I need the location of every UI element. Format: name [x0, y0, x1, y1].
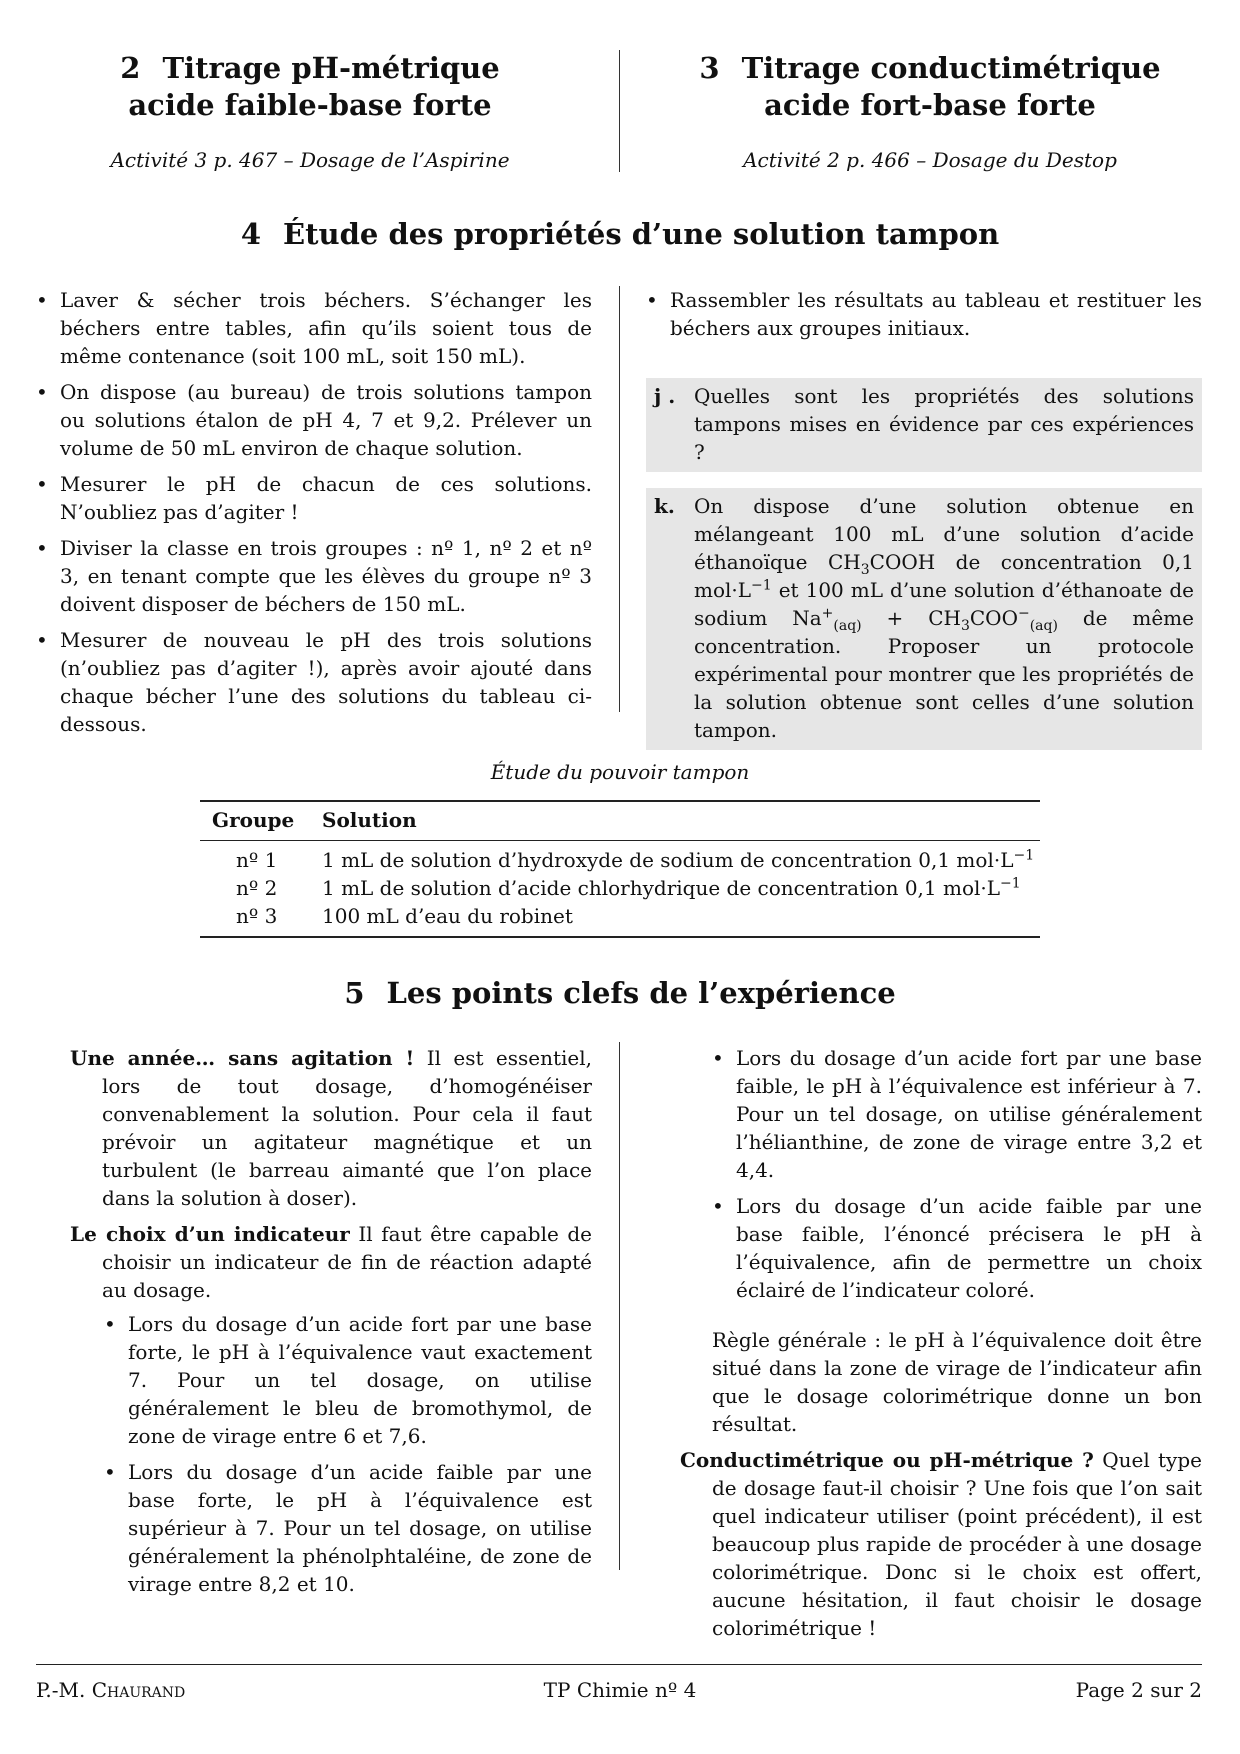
section-2-number: 2 — [120, 51, 141, 85]
s4-bullet-2: • On dispose (au bureau) de trois solutions tampon ou solutions étalon de pH 4, 7 et 9,2. Prélever un volume de 50 mL environ de chaque solution. — [36, 378, 592, 462]
question-j — [646, 378, 1202, 472]
s4-bullet-4: • Diviser la classe en trois groupes : nº 1, nº 2 et nº 3, en tenant compte que les élèves du groupe nº 3 doivent disposer de béchers de 150 mL. — [36, 534, 592, 618]
conductimetric-term: Conductimétrique ou pH-métrique ? — [680, 1448, 1094, 1472]
section-4-title — [40, 216, 1200, 253]
section-2-title — [40, 50, 580, 124]
section-3-activity: Activité 2 p. 466 – Dosage du Destop — [743, 148, 1117, 172]
agitation-term: Une année… sans agitation ! — [70, 1046, 415, 1070]
definition-conductimetric — [680, 1446, 1202, 1642]
indicator-text: Il faut être capable de choisir un indicateur de fin de réaction adapté au dosage. — [102, 1222, 593, 1302]
section-3-title — [660, 50, 1200, 124]
s4-right-bullet: • Rassembler les résultats au tableau et restituer les béchers aux groupes initiaux. — [646, 286, 1202, 342]
table-mid-rule — [200, 840, 1040, 841]
question-j-text: Quelles sont les propriétés des solutions tampons mises en évidence par ces expériences ? — [694, 384, 1194, 464]
footer-rule — [36, 1664, 1202, 1665]
section-4-left-column — [36, 286, 592, 746]
definition-agitation — [70, 1044, 592, 1212]
indicator-bullet-3: • Lors du dosage d’un acide fort par une base faible, le pH à l’équivalence est inférieur à 7. Pour un tel dosage, on utilise généralement l’hélianthine, de zone de virage entre 3,2 et 4,4. — [712, 1044, 1202, 1184]
question-k-text: On dispose d’une solution obtenue en mélangeant 100 mL d’une solution d’acide éthanoïque $CH_3COOH$ de concentration 0,1 $mol\cdot L^{-1}$ et 100 mL d’une solution d’éthanoate de sodium $Na^+_{(aq)} + CH_3COO^-_{(aq)}$ de même concentration. Proposer un protocole expérimental pour montrer que les propriétés de la solution obtenue sont celles d’une solution tampon. — [694, 494, 1194, 742]
section-4-number: 4 — [240, 217, 262, 251]
section-2-title-line1: Titrage pH-métrique — [162, 51, 500, 85]
table-row — [200, 874, 1040, 902]
table-top-rule — [200, 800, 1040, 802]
question-k-label: k. — [654, 494, 675, 518]
s4-bullet-5: • Mesurer de nouveau le pH des trois solutions (n’oubliez pas d’agiter !), après avoir ajouté dans chaque bécher l’une des solutions du tableau ci-dessous. — [36, 626, 592, 738]
table-row — [200, 846, 1040, 874]
section-4-title-text: Étude des propriétés d’une solution tampon — [283, 217, 1000, 251]
section-3-number: 3 — [699, 51, 720, 85]
table-caption: Étude du pouvoir tampon — [490, 760, 750, 784]
question-k — [646, 488, 1202, 750]
table-header-solution: Solution — [322, 808, 417, 832]
conductimetric-text: Quel type de dosage faut-il choisir ? Une fois que l’on sait quel indicateur utiliser (point précédent), il est beaucoup plus rapide de procéder à une dosage colorimétrique. Donc si le choix est offert, aucune hésitation, il faut choisir le dosage colorimétrique ! — [712, 1448, 1202, 1640]
table-cell-group: nº 1 — [236, 848, 278, 872]
table-cell-solution: 1 mL de solution d’acide chlorhydrique de concentration 0,1 $mol\cdot L^{-1}$ — [322, 875, 1021, 900]
section-3-title-line1: Titrage conductimétrique — [741, 51, 1161, 85]
agitation-text: Il est essentiel, lors de tout dosage, d’homogénéiser convenablement la solution. Pour cela il faut prévoir un agitateur magnétique et un turbulent (le barreau aimanté que l’on place dans la solution à doser). — [102, 1046, 592, 1210]
section-5-number: 5 — [344, 976, 365, 1010]
table-cell-solution: 1 mL de solution d’hydroxyde de sodium de concentration 0,1 $mol\cdot L^{-1}$ — [322, 847, 1035, 872]
question-j-label: j . — [654, 384, 676, 408]
footer-page: Page 2 sur 2 — [1075, 1678, 1202, 1702]
footer-center: TP Chimie nº 4 — [543, 1678, 697, 1702]
section-4-right-column — [646, 286, 1202, 750]
table-row — [200, 902, 1040, 930]
section-5-right-column — [680, 1044, 1202, 1650]
general-rule: Règle générale : le pH à l’équivalence doit être situé dans la zone de virage de l’indicateur afin que le dosage colorimétrique donne un bon résultat. — [712, 1328, 1202, 1436]
section-5-left-column — [70, 1044, 592, 1606]
indicator-bullet-4: • Lors du dosage d’un acide faible par une base faible, l’énoncé précisera le pH à l’équivalence, afin de permettre un choix éclairé de l’indicateur coloré. — [712, 1192, 1202, 1304]
definition-indicator — [70, 1220, 592, 1304]
indicator-bullet-2: • Lors du dosage d’un acide faible par une base forte, le pH à l’équivalence est supérieur à 7. Pour un tel dosage, on utilise généralement la phénolphtaléine, de zone de virage entre 8,2 et 10. — [104, 1458, 592, 1598]
table-bottom-rule — [200, 936, 1040, 938]
s4-bullet-1: • Laver & sécher trois béchers. S’échanger les béchers entre tables, afin qu’ils soient tous de même contenance (soit 100 mL, soit 150 mL). — [36, 286, 592, 370]
table-cell-solution: 100 mL d’eau du robinet — [322, 904, 573, 928]
section-2-title-line2: acide faible-base forte — [128, 88, 492, 122]
footer-author: P.-M. Chaurand — [36, 1678, 186, 1702]
s4-bullet-3: • Mesurer le pH de chacun de ces solutions. N’oubliez pas d’agiter ! — [36, 470, 592, 526]
section-5-divider — [619, 1042, 620, 1570]
section-4-divider — [619, 286, 620, 712]
section-3-title-line2: acide fort-base forte — [764, 88, 1096, 122]
table-cell-group: nº 2 — [236, 876, 278, 900]
table-cell-group: nº 3 — [236, 904, 278, 928]
section-5-title — [40, 975, 1200, 1012]
indicator-bullet-1: • Lors du dosage d’un acide fort par une base forte, le pH à l’équivalence vaut exactement 7. Pour un tel dosage, on utilise généralement le bleu de bromothymol, de zone de virage entre 6 et 7,6. — [104, 1310, 592, 1450]
indicator-term: Le choix d’un indicateur — [70, 1222, 350, 1246]
section-2-activity: Activité 3 p. 467 – Dosage de l’Aspirine — [110, 148, 510, 172]
section-5-title-text: Les points clefs de l’expérience — [386, 976, 896, 1010]
header-divider — [619, 50, 620, 172]
table-header-group: Groupe — [212, 808, 295, 832]
